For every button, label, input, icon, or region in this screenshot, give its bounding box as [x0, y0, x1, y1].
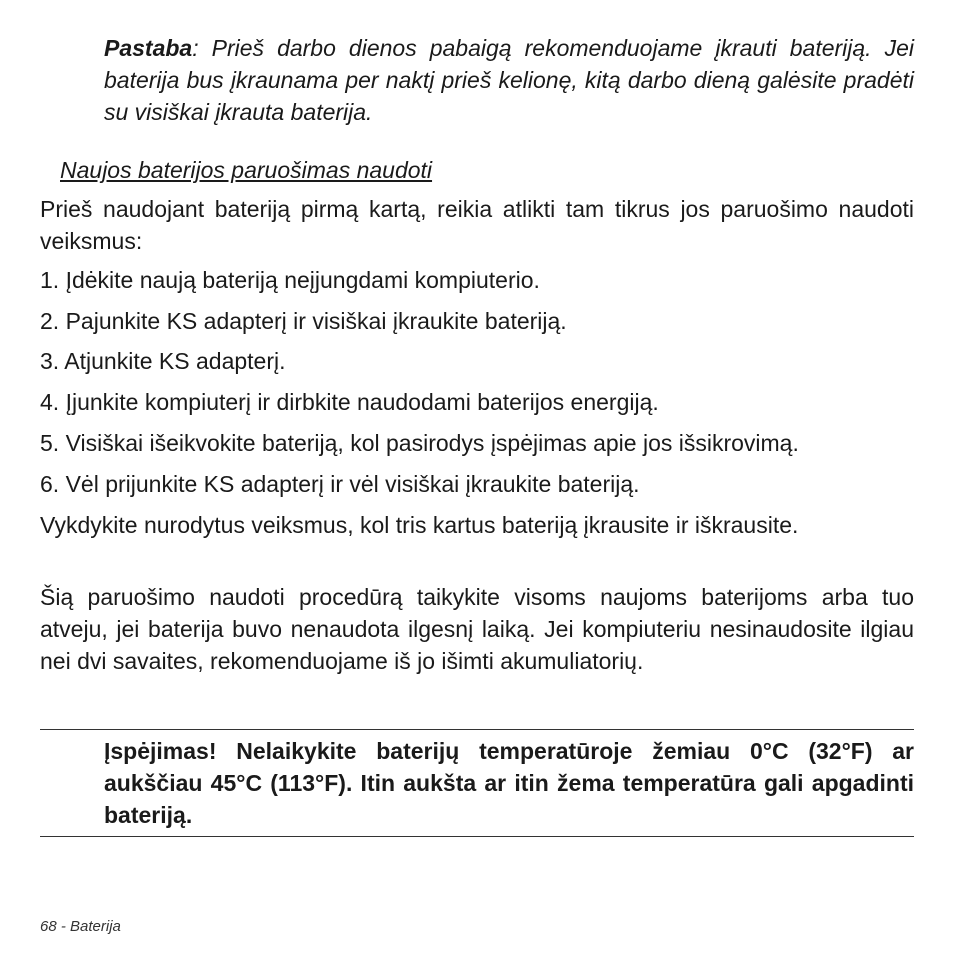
procedure-paragraph: Šią paruošimo naudoti procedūrą taikykite visoms naujoms baterijoms arba tuo atveju, jei baterija buvo nenaudota ilgesnį laiką. Jei kompiuteriu nesinaudosite ilgiau nei dvi savaites, rekomenduojame iš jo išimti akumuliatorių.: [40, 584, 914, 674]
note-label: Pastaba: [104, 35, 193, 61]
warning-bottom-divider: [40, 836, 914, 837]
warning-text: Įspėjimas! Nelaikykite baterijų temperatūroje žemiau 0°C (32°F) ar aukščiau 45°C (113°F). Itin aukšta ar itin žema temperatūra gali apgadinti bateriją.: [104, 738, 914, 828]
intro-paragraph: Prieš naudojant bateriją pirmą kartą, reikia atlikti tam tikrus jos paruošimo naudoti veiksmus:: [40, 196, 914, 254]
page-footer: 68 - Baterija: [40, 918, 121, 935]
note-block: [104, 32, 914, 128]
repeat-paragraph: Vykdykite nurodytus veiksmus, kol tris kartus bateriją įkrausite ir iškrausite.: [40, 512, 799, 538]
step-item: 6. Vėl prijunkite KS adapterį ir vėl visiškai įkraukite bateriją.: [40, 471, 640, 497]
step-item: 3. Atjunkite KS adapterį.: [40, 348, 286, 374]
step-item: 4. Įjunkite kompiuterį ir dirbkite naudodami baterijos energiją.: [40, 389, 659, 415]
warning-top-divider: [40, 729, 914, 730]
step-item: 2. Pajunkite KS adapterį ir visiškai įkraukite bateriją.: [40, 308, 567, 334]
note-text: : Prieš darbo dienos pabaigą rekomenduojame įkrauti bateriją. Jei baterija bus įkraunama per naktį prieš kelionę, kitą darbo dieną galėsite pradėti su visiškai įkrauta baterija.: [104, 35, 914, 125]
section-heading: Naujos baterijos paruošimas naudoti: [60, 157, 433, 183]
step-item: 5. Visiškai išeikvokite bateriją, kol pasirodys įspėjimas apie jos išsikrovimą.: [40, 430, 799, 456]
step-item: 1. Įdėkite naują bateriją neįjungdami kompiuterio.: [40, 267, 540, 293]
